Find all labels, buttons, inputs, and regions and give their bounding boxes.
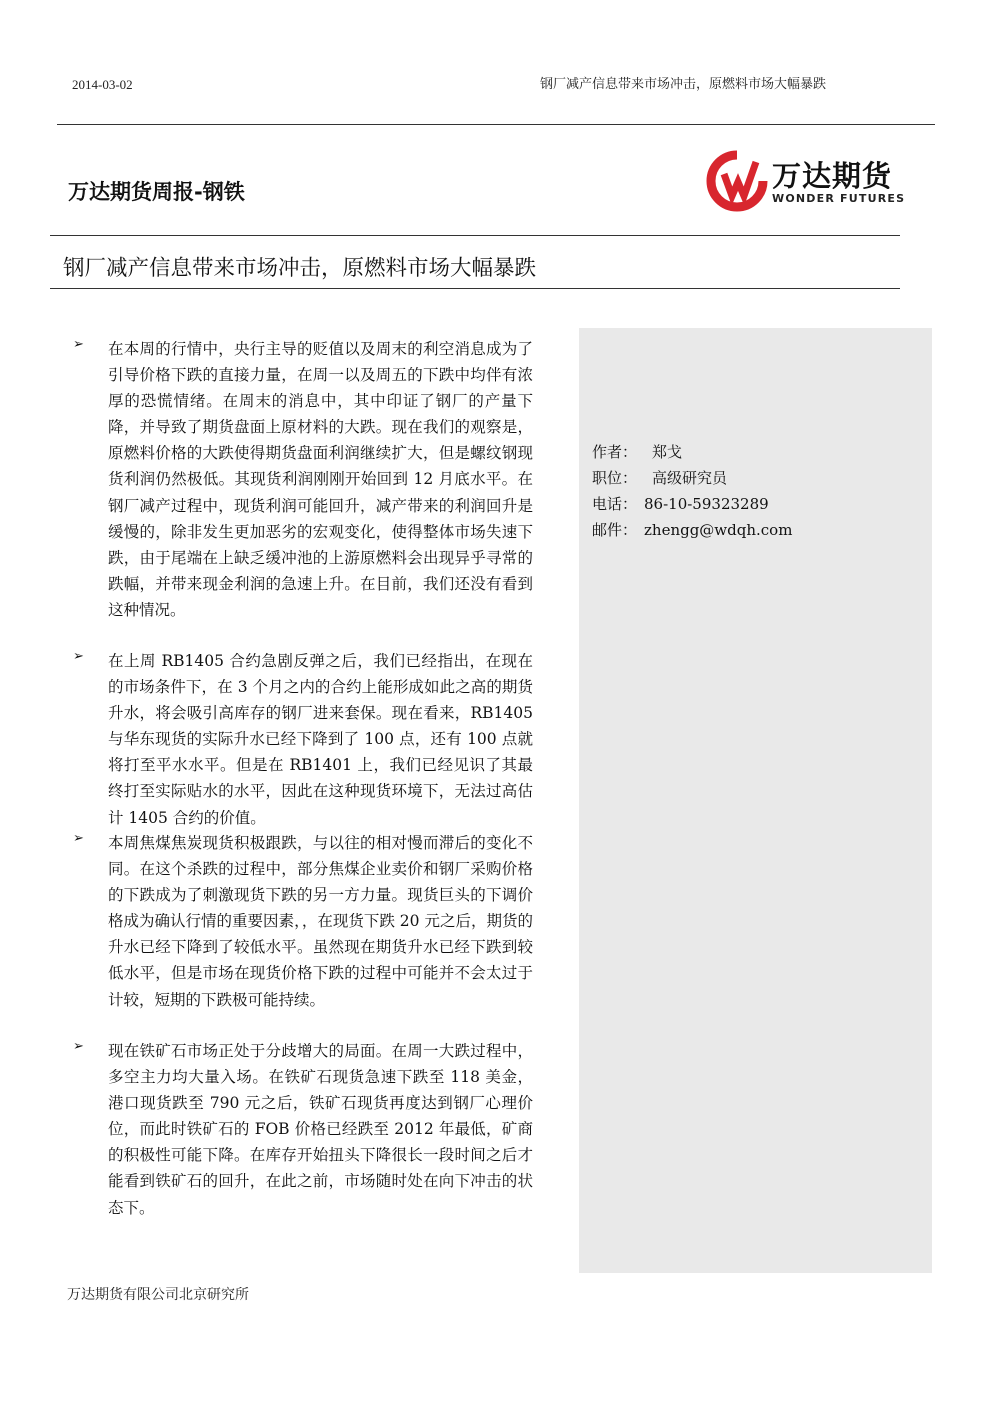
bullet-item-1: [73, 336, 533, 623]
wonder-logo-mark-icon: [706, 150, 768, 212]
arrow-bullet-icon: ➢: [73, 337, 84, 352]
arrow-bullet-icon: ➢: [73, 649, 84, 664]
phone-value: 86-10-59323289: [644, 495, 769, 513]
email-row: [592, 519, 792, 540]
company-logo: [706, 150, 916, 212]
logo-name-en: WONDER FUTURES: [772, 192, 906, 205]
bullet-text: 在上周 RB1405 合约急剧反弹之后，我们已经指出，在现在的市场条件下，在 3 个月之内的合约上能形成如此之高的期货升水，将会吸引高库存的钢厂进来套保。现在看来，RB1405 与华东现货的实际升水已经下降到了 100 点，还有 100 点就将打至平水水平。但是在 RB1401 上，我们已经见识了其最终打至实际贴水的水平，因此在这种现货环境下，无法过高估计 1405 合约的价值。: [108, 652, 533, 827]
phone-row: [592, 493, 769, 514]
title-bottom-rule: [50, 288, 900, 289]
position-value: 高级研究员: [652, 469, 728, 487]
report-name: 万达期货周报-钢铁: [68, 180, 245, 204]
bullet-text: 本周焦煤焦炭现货积极跟跌，与以往的相对慢而滞后的变化不同。在这个杀跌的过程中，部分焦煤企业卖价和钢厂采购价格的下跌成为了刺激现货下跌的另一方力量。现货巨头的下调价格成为确认行情的重要因素，，在现货下跌 20 元之后，期货的升水已经下降到了较低水平。虽然现在期货升水已经下跌到较低水平，但是市场在现货价格下跌的过程中可能并不会太过于计较，短期的下跌极可能持续。: [108, 834, 533, 1009]
title-top-rule: [50, 235, 900, 236]
email-value[interactable]: zhengg@wdqh.com: [644, 521, 793, 539]
bullet-text: 在本周的行情中，央行主导的贬值以及周末的利空消息成为了引导价格下跌的直接力量，在周一以及周五的下跌中均伴有浓厚的恐慌情绪。在周末的消息中，其中印证了钢厂的产量下降，并导致了期货盘面上原材料的大跌。现在我们的观察是，原燃料价格的大跌使得期货盘面利润继续扩大，但是螺纹钢现货利润仍然极低。其现货利润刚刚开始回到 12 月底水平。在钢厂减产过程中，现货利润可能回升，减产带来的利润回升是缓慢的，除非发生更加恶劣的宏观变化，使得整体市场失速下跌，由于尾端在上缺乏缓冲池的上游原燃料会出现异乎寻常的跌幅，并带来现金利润的急速上升。在目前，我们还没有看到这种情况。: [108, 340, 533, 619]
author-row: [592, 441, 682, 462]
arrow-bullet-icon: ➢: [73, 1039, 84, 1054]
bullet-item-2: [73, 648, 533, 831]
author-name: 郑戈: [652, 443, 683, 461]
author-label: 作者：: [592, 443, 638, 461]
header-rule: [57, 124, 935, 125]
header-running-title: 钢厂减产信息带来市场冲击，原燃料市场大幅暴跌: [540, 77, 827, 92]
header-date: 2014-03-02: [72, 77, 133, 92]
position-row: [592, 467, 727, 488]
email-label: 邮件：: [592, 521, 638, 539]
report-headline: 钢厂减产信息带来市场冲击，原燃料市场大幅暴跌: [63, 256, 537, 281]
arrow-bullet-icon: ➢: [73, 831, 84, 846]
bullet-item-3: [73, 830, 533, 1013]
logo-name-cn: 万达期货: [772, 159, 893, 193]
footer-organization: 万达期货有限公司北京研究所: [67, 1287, 249, 1303]
bullet-item-4: [73, 1038, 533, 1221]
position-label: 职位：: [592, 469, 638, 487]
bullet-text: 现在铁矿石市场正处于分歧增大的局面。在周一大跌过程中，多空主力均大量入场。在铁矿石现货急速下跌至 118 美金，港口现货跌至 790 元之后，铁矿石现货再度达到钢厂心理价位，而此时铁矿石的 FOB 价格已经跌至 2012 年最低，矿商的积极性可能下降。在库存开始扭头下降很长一段时间之后才能看到铁矿石的回升，在此之前，市场随时处在向下冲击的状态下。: [108, 1042, 533, 1217]
phone-label: 电话：: [592, 495, 638, 513]
